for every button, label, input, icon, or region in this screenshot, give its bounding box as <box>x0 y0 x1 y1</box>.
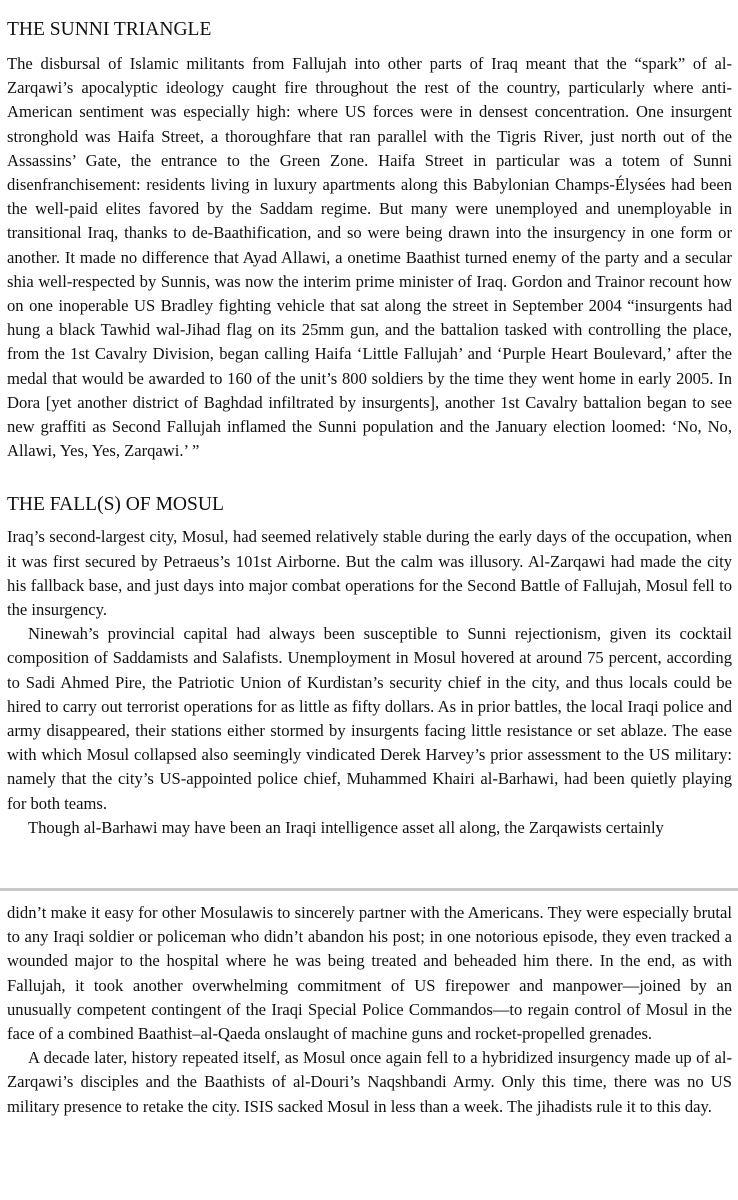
paragraph-mosul-1: Iraq’s second-largest city, Mosul, had seemed relatively stable during the early days of the occupation, when it was first secured by Petraeus’s 101st Airborne. But the calm was illusory. Al-Zarqawi had made the city his fallback base, and just days into major combat operations for the Second Battle of Fallujah, Mosul fell to the insurgency. <box>7 527 732 620</box>
page-bottom <box>0 891 738 1200</box>
paragraph-sunni-triangle: The disbursal of Islamic militants from Fallujah into other parts of Iraq meant that the “spark” of al-Zarqawi’s apocalyptic ideology caught fire throughout the rest of the country, particularly where anti-American sentiment was especially high: where US forces were in densest concentration. One insurgent stronghold was Haifa Street, a thoroughfare that ran parallel with the Tigris River, just north out of the Assassins’ Gate, the entrance to the Green Zone. Haifa Street in particular was a totem of Sunni disenfranchisement: residents living in luxury apartments along this Babylonian Champs-Élysées had been the well-paid elites favored by the Saddam regime. But many were unemployed and unemployable in transitional Iraq, thanks to de-Baathification, and so were being drawn into the insurgency in one form or another. It made no difference that Ayad Allawi, a onetime Baathist turned enemy of the party and a secular shia well-respected by Sunnis, was now the interim prime minister of Iraq. Gordon and Trainor recount how on one inoperable US Bradley fighting vehicle that sat along the street in September 2004 “insurgents had hung a black Tawhid wal-Jihad flag on its 25mm gun, and the battalion tasked with controlling the place, from the 1st Cavalry Division, began calling Haifa ‘Little Fallujah’ and ‘Purple Heart Boulevard,’ after the medal that would be awarded to 160 of the unit’s 800 soldiers by the time they went home in early 2005. In Dora [yet another district of Baghdad infiltrated by insurgents], another 1st Cavalry battalion began to see new graffiti as Second Fallujah inflamed the Sunni population and the January election loomed: ‘No, No, Allawi, Yes, Yes, Zarqawi.’ ” <box>7 54 732 461</box>
paragraph-mosul-2: Ninewah’s provincial capital had always been susceptible to Sunni rejectionism, given its cocktail composition of Saddamists and Salafists. Unemployment in Mosul hovered at around 75 percent, according to Sadi Ahmed Pire, the Patriotic Union of Kurdistan’s security chief in the city, and thus locals could be hired to carry out terrorist operations for as little as fifty dollars. As in prior battles, the local Iraqi police and army disappeared, their stations either stormed by insurgents facing little resistance or set ablaze. The ease with which Mosul collapsed also seemingly vindicated Derek Harvey’s prior assessment to the US military: namely that the city’s US-appointed police chief, Muhammed Khairi al-Barhawi, had been quietly playing for both teams. <box>7 624 732 813</box>
paragraph-mosul-3-start: Though al-Barhawi may have been an Iraqi intelligence asset all along, the Zarqawists certainly <box>28 817 664 837</box>
section-heading-falls-of-mosul: THE FALL(S) OF MOSUL <box>7 494 224 516</box>
paragraph-mosul-3-continued: didn’t make it easy for other Mosulawis to sincerely partner with the Americans. They were especially brutal to any Iraqi soldier or policeman who didn’t abandon his post; in one notorious episode, they even tracked a wounded major to the hospital where he was being treated and beheaded him there. In the end, as with Fallujah, it took another overwhelming commitment of US firepower and manpower—joined by an unusually competent contingent of the Iraqi Special Police Commandos—to regain control of Mosul in the face of a combined Baathist–al-Qaeda onslaught of machine guns and rocket-propelled grenades. <box>7 903 732 1044</box>
paragraph-mosul-4: A decade later, history repeated itself, as Mosul once again fell to a hybridized insurgency made up of al-Zarqawi’s disciples and the Baathists of al-Douri’s Naqshbandi Army. Only this time, there was no US military presence to retake the city. ISIS sacked Mosul in less than a week. The jihadists rule it to this day. <box>7 1048 732 1116</box>
section-heading-sunni-triangle: THE SUNNI TRIANGLE <box>7 19 212 40</box>
